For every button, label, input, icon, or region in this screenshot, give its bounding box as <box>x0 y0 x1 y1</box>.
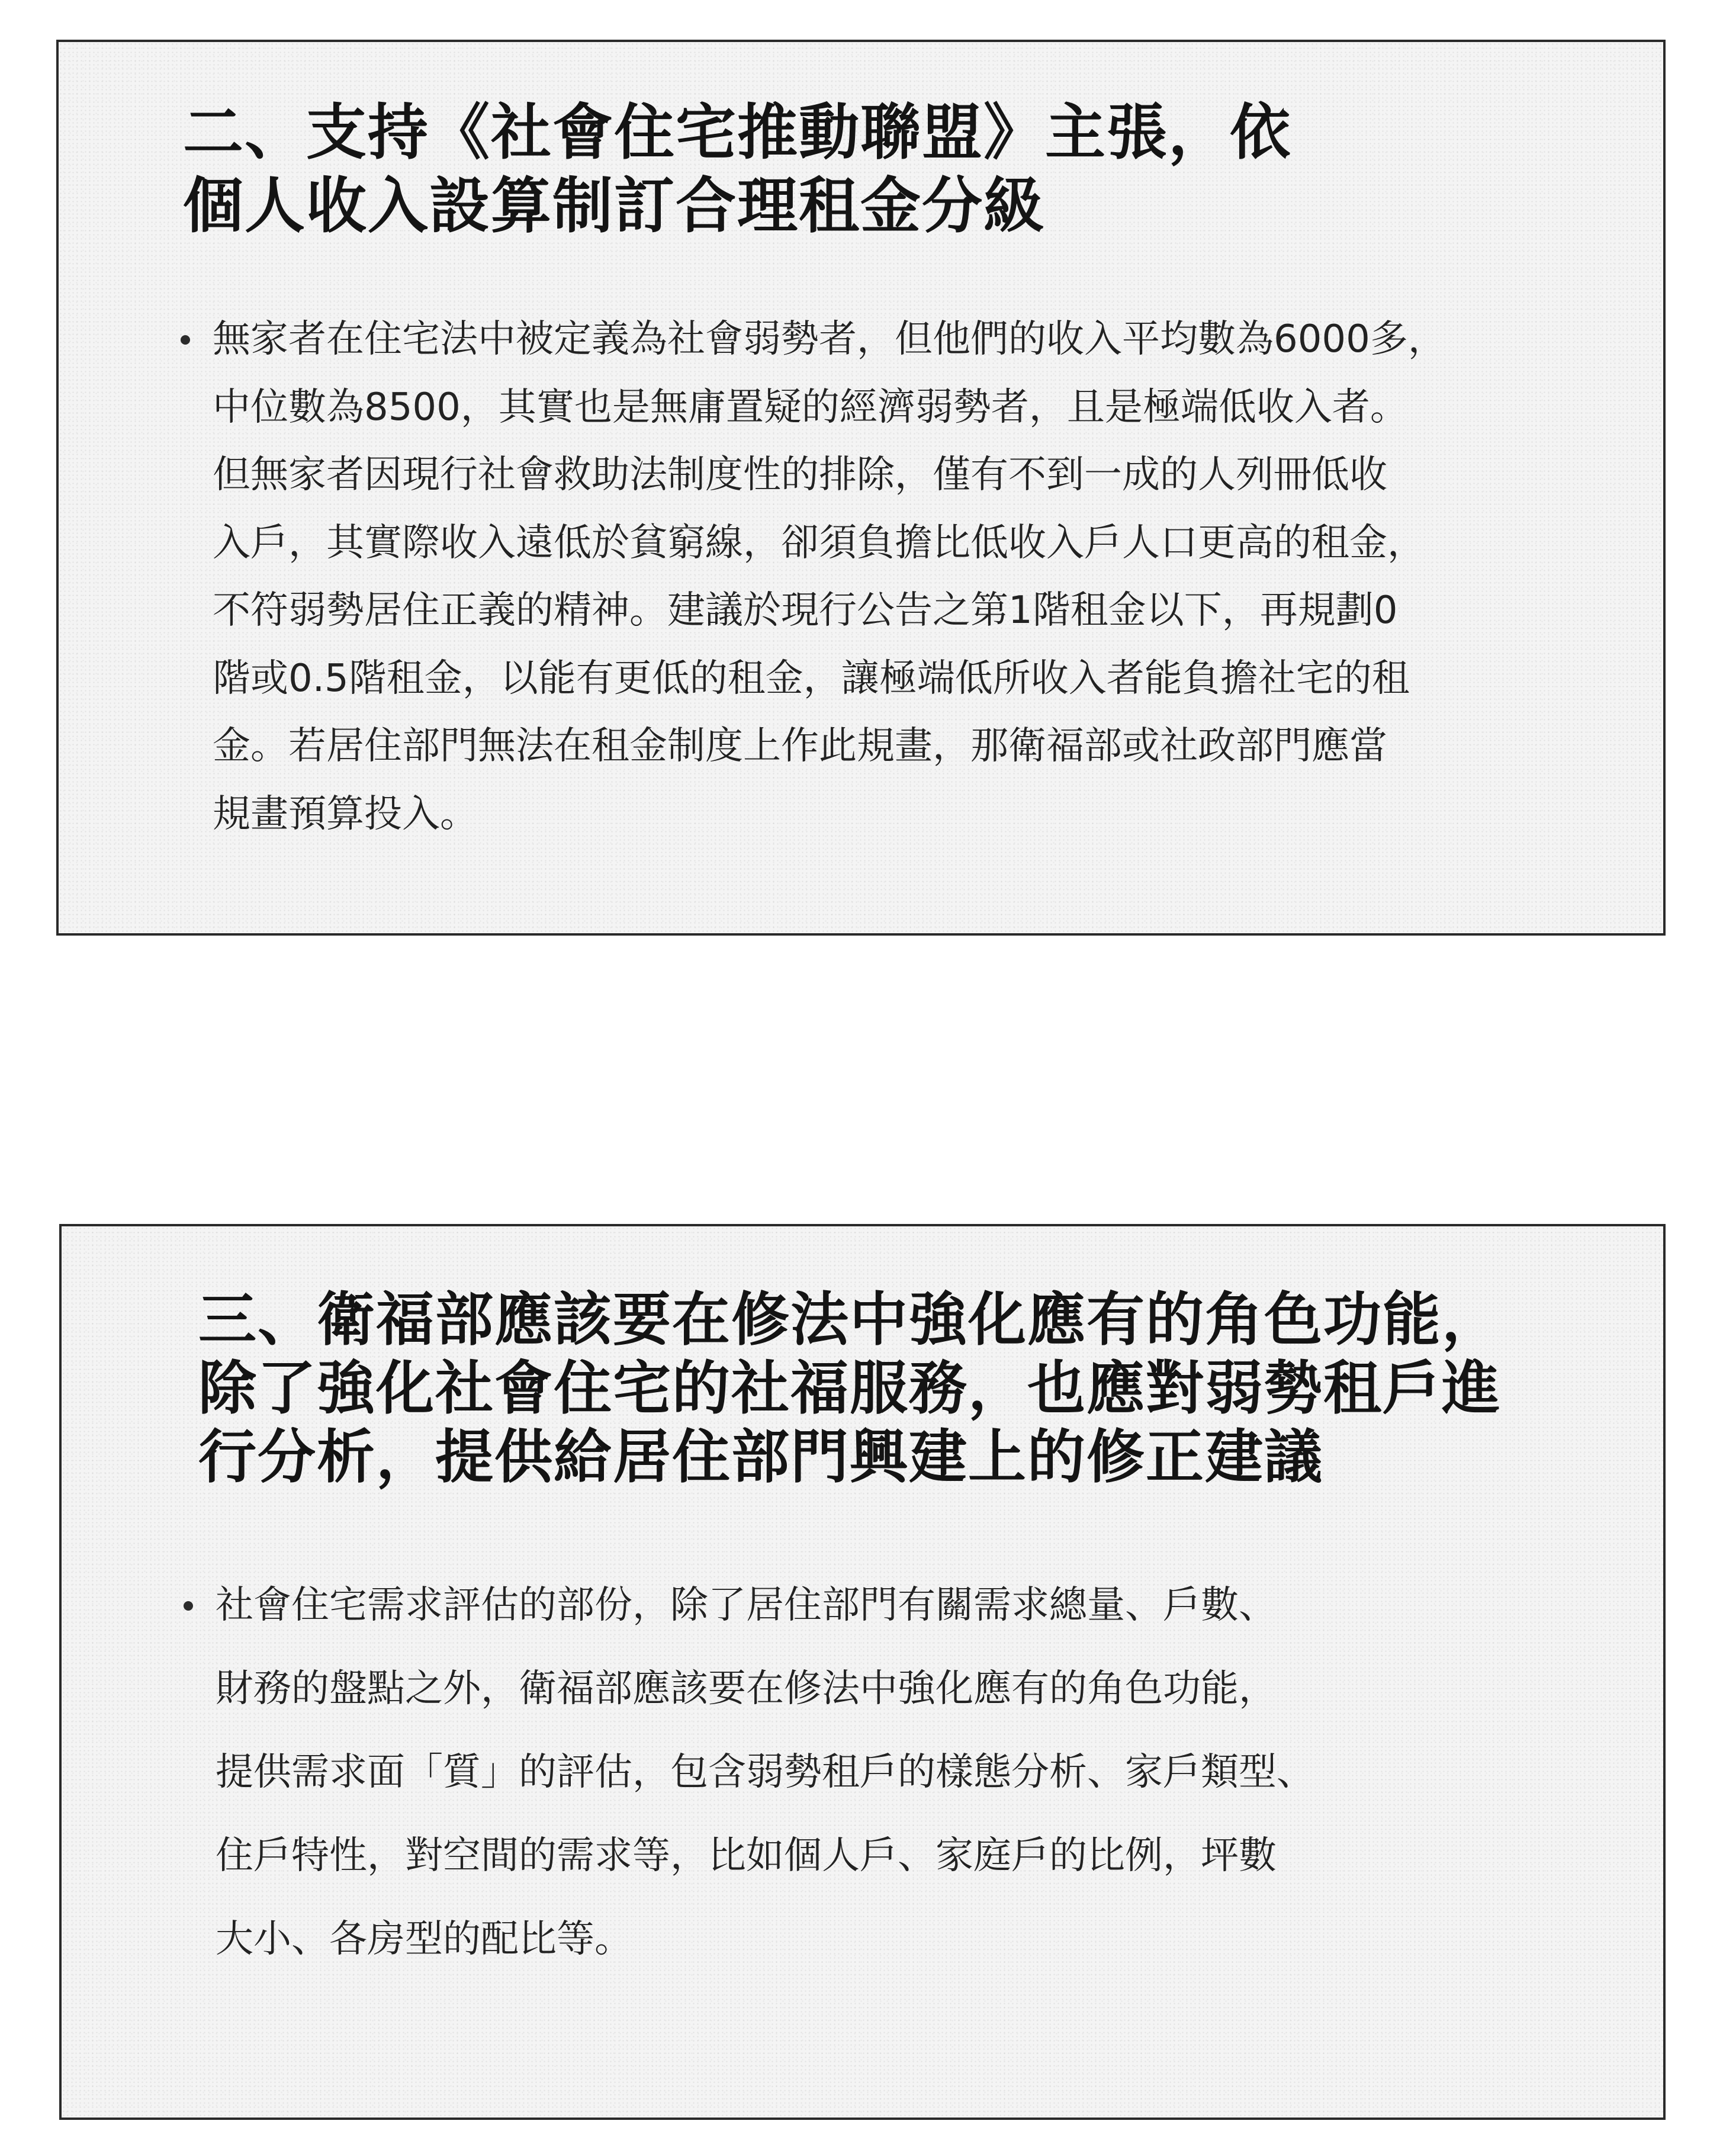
body-line: 無家者在住宅法中被定義為社會弱勢者，但他們的收入平均數為6000多， <box>213 317 1446 361</box>
bullet-item <box>177 306 1645 848</box>
slide-panel-2 <box>59 1224 1666 2120</box>
slide-2-heading <box>198 1286 1590 1492</box>
body-line: 不符弱勢居住正義的精神。建議於現行公告之第1階租金以下，再規劃0 <box>213 589 1398 632</box>
body-line: 財務的盤點之外，衛福部應該要在修法中強化應有的角色功能， <box>216 1667 1277 1711</box>
body-line: 社會住宅需求評估的部份，除了居住部門有關需求總量、戶數、 <box>216 1583 1277 1627</box>
slide-panel-1 <box>56 40 1666 936</box>
heading-line: 二、支持《社會住宅推動聯盟》主張，依 <box>183 98 1291 168</box>
body-line: 規畫預算投入。 <box>213 792 478 836</box>
body-line: 金。若居住部門無法在租金制度上作此規畫，那衛福部或社政部門應當 <box>213 724 1387 768</box>
body-line: 入戶，其實際收入遠低於貧窮線，卻須負擔比低收入戶人口更高的租金， <box>213 520 1425 565</box>
body-line: 階或0.5階租金，以能有更低的租金，讓極端低所收入者能負擔社宅的租 <box>213 656 1410 701</box>
body-line: 大小、各房型的配比等。 <box>216 1917 632 1961</box>
body-line: 住戶特性，對空間的需求等，比如個人戶、家庭戶的比例，坪數 <box>216 1834 1277 1878</box>
slide-1-heading <box>183 97 1604 243</box>
bullet-dot-icon <box>184 1601 193 1611</box>
bullet-item <box>180 1564 1613 1981</box>
slide-2-bullet-list <box>180 1564 1613 1981</box>
heading-line: 除了強化社會住宅的社福服務，也應對弱勢租戶進 <box>198 1355 1502 1422</box>
slide-1-bullet-list <box>177 306 1645 848</box>
bullet-dot-icon <box>181 335 190 345</box>
body-line: 提供需求面「質」的評估，包含弱勢租戶的樣態分析、家戶類型、 <box>216 1750 1314 1794</box>
body-line: 中位數為8500，其實也是無庸置疑的經濟弱勢者，且是極端低收入者。 <box>213 385 1408 429</box>
heading-line: 三、衛福部應該要在修法中強化應有的角色功能， <box>198 1286 1502 1354</box>
heading-line: 行分析，提供給居住部門興建上的修正建議 <box>198 1424 1324 1491</box>
body-line: 但無家者因現行社會救助法制度性的排除，僅有不到一成的人列冊低收 <box>213 453 1387 497</box>
heading-line: 個人收入設算制訂合理租金分級 <box>183 171 1045 242</box>
